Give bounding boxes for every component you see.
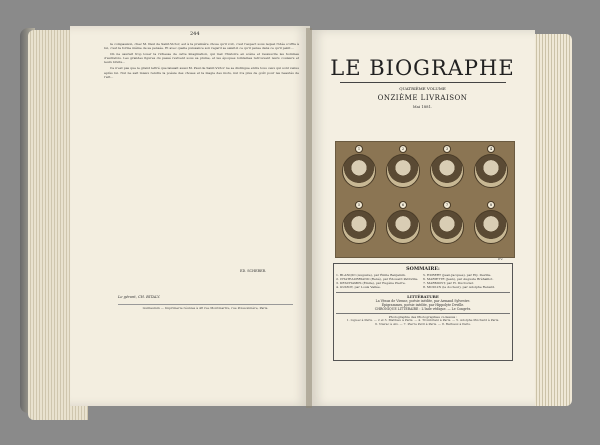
issue-date: Mai 1881. (412, 104, 433, 109)
sommaire-left-column (336, 273, 423, 289)
photo-credit-line: 1. Liguez à Paris. — 2 et 3. Mathieu à Paris. — 4. Trombitani à Paris. — 5. Adolphe Pinchard à Paris. (346, 318, 500, 322)
livraison-label: ONZIÈME LIVRAISON (377, 94, 468, 102)
portrait-7 (430, 210, 464, 244)
plate-number: 8 (487, 201, 495, 209)
paragraph: On ne saurait trop louer la richesse de cette imagination, qui met l'histoire en scène et ressuscite les hommes d'autrefois. Les grandes figures du passé revivent sous sa plume, et les époques lointaines retrouvent leurs couleurs et leurs bruits... (104, 52, 299, 65)
list-item: 8. MOULIN (le docteur), par Adolphe Renard. (423, 285, 496, 289)
list-item: 1. BLANQUI (Auguste), par Émile Benjamin. (336, 273, 406, 277)
volume-label: QUATRIÈME VOLUME (399, 86, 446, 91)
list-item: 3. DESCHAMPS (Émile), par Eugène Pierre. (336, 281, 406, 285)
author-signature: ED. SCHERER. (240, 269, 267, 273)
printer-footer: Guillaumin — Imprimerie réunies à 48 rue Montmartre, rue Poissonnière, Paris. (118, 304, 293, 310)
portrait-2 (386, 154, 420, 188)
portrait-6 (386, 210, 420, 244)
sommaire-right-column (423, 273, 510, 289)
paragraph: la compassion, chez M. Paul de Saint-Victor, est à la première chose qu'il voit, c'est l'aspect sous lequel l'idée s'offre à lui, c'est la forme même de sa pensée. Et avec quelle puissance son regard se saisit-il ce qu'il pense dans ce qu'il peint... (104, 42, 299, 51)
left-page-body (104, 42, 299, 81)
photo-credit-line: 6. Nierac à Aix. — 7. Pierre Petit à Paris. — 8. Barbaux à Paris. (375, 321, 471, 326)
literature-line: CHRONIQUE LITTÉRAIRE : L'Inde védique. — Le Congrès. (374, 307, 472, 311)
list-item: 7. MARMONT, par H. Ducrozier. (423, 281, 474, 285)
portrait-3 (430, 154, 464, 188)
portrait-5 (342, 210, 376, 244)
plate-number: 6 (399, 201, 407, 209)
photo-credits-heading: Photographie des Photographies ci-dessus : (336, 313, 510, 319)
literature-line: La Vénus de Vienne, poésie inédite, par Armand Sylvestre. (375, 299, 471, 303)
gerant-line: Le gérant, CH. BITALY. (118, 295, 161, 299)
sommaire-columns (336, 273, 510, 289)
list-item: 2. CHATEAUBRIAND (René), par Édouard Petitville. (336, 277, 419, 281)
book-spine (306, 28, 312, 408)
list-item: 5. HUBERT (Jean-Jacques), par Ely. Deville. (423, 273, 492, 277)
plate-number: 4 (487, 145, 495, 153)
table-of-contents (333, 263, 513, 361)
plate-number: 7 (443, 201, 451, 209)
portrait-4 (474, 154, 508, 188)
sommaire-heading: SOMMAIRE: (406, 266, 440, 272)
literature-line: Épigrammes, poésie inédite, par Hippolyte Deville. (381, 303, 465, 307)
list-item: 6. MARIETTE (Jean), par Auguste Bréhaillot. (423, 277, 494, 281)
plate-number: 1 (355, 145, 363, 153)
left-page (70, 26, 310, 406)
plate-credit: P.V. (498, 257, 503, 261)
portrait-1 (342, 154, 376, 188)
portrait-plate (335, 141, 515, 258)
literature-heading: LITTÉRATURE (336, 292, 510, 299)
journal-title: LE BIOGRAPHE (330, 56, 515, 80)
portrait-8 (474, 210, 508, 244)
plate-number: 3 (443, 145, 451, 153)
plate-number: 2 (399, 145, 407, 153)
title-rule (340, 82, 506, 83)
plate-number: 5 (355, 201, 363, 209)
paragraph: Ce n'est pas que le grand lettré que laissait aussi M. Paul de Saint-Victor ne se distingue entre tous ceux qui sont venus après lui. Nul ne sait mieux rendre la poésie des choses et la magie des mots, nul n'a plus de goût pour les beautés de l'art... (104, 66, 299, 79)
list-item: 4. GUIZOT, par Louis Vallée. (336, 285, 381, 289)
page-number: 244 (190, 31, 200, 37)
